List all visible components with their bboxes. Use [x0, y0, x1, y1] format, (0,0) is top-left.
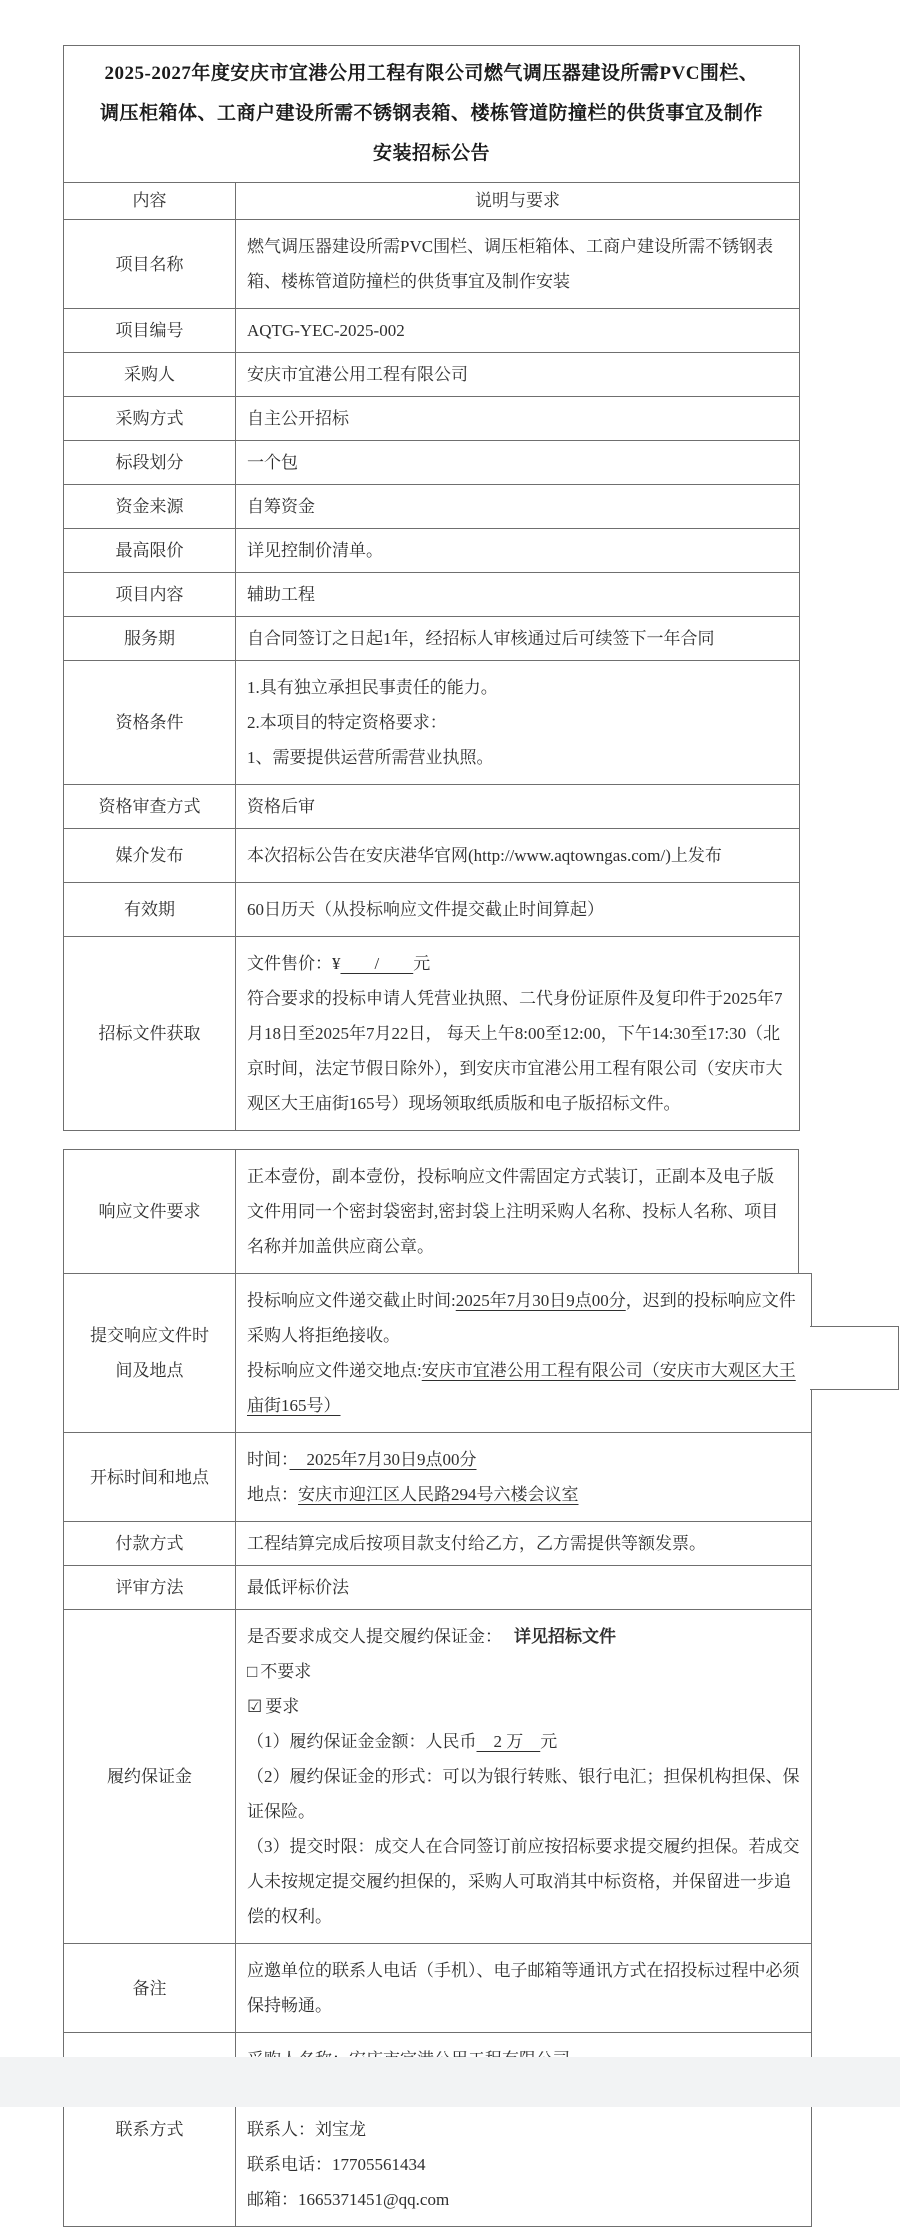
row-value: 一个包: [247, 453, 298, 472]
row-label: 付款方式: [64, 1522, 236, 1565]
deadline-value: 2025年7月30日9点00分: [455, 1291, 626, 1310]
row-label: 标段划分: [64, 441, 236, 484]
row-value: 最低评标价法: [247, 1578, 349, 1597]
bond-amount-line: （1）履约保证金金额：人民币 2 万 元: [247, 1732, 558, 1751]
table-row-payment-method: [63, 1521, 812, 1566]
table-row-submission-time-place: [63, 1273, 812, 1433]
tender-notice-document: [63, 45, 812, 2227]
qualification-line: 2.本项目的特定资格要求：: [247, 713, 447, 732]
tender-info-table: [63, 45, 800, 1131]
row-label: 项目编号: [64, 309, 236, 352]
row-label: 资格条件: [64, 661, 236, 784]
row-label: 有效期: [64, 883, 236, 936]
row-value: 应邀单位的联系人电话（手机）、电子邮箱等通讯方式在招投标过程中必须保持畅通。: [247, 1961, 800, 2015]
row-value: 资格后审: [247, 797, 315, 816]
table-row-remarks: [63, 1943, 812, 2033]
bond-form-line: （2）履约保证金的形式：可以为银行转账、银行电汇；担保机构担保、保证保险。: [247, 1767, 800, 1821]
checkbox-unchecked-icon: □: [247, 1662, 258, 1681]
bid-opening-time-line: 时间： 2025年7月30日9点00分: [247, 1450, 477, 1469]
row-value: 辅助工程: [247, 585, 315, 604]
row-label: 提交响应文件时间及地点: [64, 1274, 236, 1432]
row-value: 自主公开招标: [247, 409, 349, 428]
table-row-qualification-review: [63, 784, 800, 829]
table-row-document-acquisition: [63, 936, 800, 1131]
row-value: 60日历天（从投标响应文件提交截止时间算起）: [247, 900, 604, 919]
row-label: 备注: [64, 1944, 236, 2032]
row-label: 评审方法: [64, 1566, 236, 1609]
row-label: 响应文件要求: [64, 1150, 236, 1273]
row-value: [236, 937, 799, 1130]
row-label: 最高限价: [64, 529, 236, 572]
bond-amount-value: 2 万: [476, 1732, 541, 1751]
document-acquisition-text: 符合要求的投标申请人凭营业执照、二代身份证原件及复印件于2025年7月18日至2025年7月22日， 每天上午8:00至12:00，下午14:30至17:30（北京时间，法定节假日除外），到安庆市宜港公用工程有限公司（安庆市大观区大王庙街165号）现场领取纸质版和电子版招标文件。: [247, 989, 783, 1113]
bid-opening-time: 2025年7月30日9点00分: [289, 1450, 477, 1469]
table-header-row: [63, 182, 800, 220]
row-value: 自合同签订之日起1年，经招标人审核通过后可续签下一年合同: [247, 629, 715, 648]
page-title: 2025-2027年度安庆市宜港公用工程有限公司燃气调压器建设所需PVC围栏、调压柜箱体、工商户建设所需不锈钢表箱、楼栋管道防撞栏的供货事宜及制作安装招标公告: [99, 63, 763, 164]
document-price-line: 文件售价：¥ / 元: [247, 954, 431, 973]
row-label: 服务期: [64, 617, 236, 660]
bid-opening-place: 安庆市迎江区人民路294号六楼会议室: [298, 1485, 579, 1504]
page-bottom-margin: [0, 2057, 900, 2107]
submission-deadline-line: 投标响应文件递交截止时间:2025年7月30日9点00分，迟到的投标响应文件采购人将拒绝接收。: [247, 1291, 796, 1345]
bid-opening-place-line: 地点：安庆市迎江区人民路294号六楼会议室: [247, 1485, 579, 1504]
row-label: 采购方式: [64, 397, 236, 440]
row-label: 采购人: [64, 353, 236, 396]
title-row: [63, 45, 800, 183]
column-header-content: 内容: [64, 183, 236, 219]
bond-option-yes-line: ☑ 要求: [247, 1697, 300, 1716]
row-label: 招标文件获取: [64, 937, 236, 1130]
table-row-validity-period: [63, 882, 800, 937]
table-row-lot-division: [63, 440, 800, 485]
table-row-procurement-method: [63, 396, 800, 441]
row-value: 自筹资金: [247, 497, 315, 516]
table-row-price-ceiling: [63, 528, 800, 573]
row-value: 本次招标公告在安庆港华官网(http://www.aqtowngas.com/)上发布: [247, 846, 722, 865]
row-label: 项目名称: [64, 220, 236, 308]
table-row-qualification: [63, 660, 800, 785]
row-label: 资金来源: [64, 485, 236, 528]
bond-deadline-line: （3）提交时限：成交人在合同签订前应按招标要求提交履约担保。若成交人未按规定提交履约担保的，采购人可取消其中标资格，并保留进一步追偿的权利。: [247, 1837, 800, 1926]
qualification-line: 1、需要提供运营所需营业执照。: [247, 748, 494, 767]
row-value: AQTG-YEC-2025-002: [247, 321, 405, 340]
row-label: 媒介发布: [64, 829, 236, 882]
table-row-response-doc-requirements: [63, 1149, 799, 1274]
bond-question-line: 是否要求成交人提交履约保证金： 详见招标文件: [247, 1627, 616, 1646]
row-value: [236, 661, 799, 784]
cell-extension-outline: [810, 1326, 899, 1390]
row-label: 开标时间和地点: [64, 1433, 236, 1521]
qualification-line: 1.具有独立承担民事责任的能力。: [247, 678, 498, 697]
row-value: 燃气调压器建设所需PVC围栏、调压柜箱体、工商户建设所需不锈钢表箱、楼栋管道防撞栏的供货事宜及制作安装: [247, 237, 774, 291]
row-value: [236, 1274, 811, 1432]
row-value: 安庆市宜港公用工程有限公司: [247, 365, 468, 384]
bond-question-answer: 详见招标文件: [514, 1627, 616, 1646]
table-row-project-content: [63, 572, 800, 617]
row-label: 联系方式: [64, 2033, 236, 2226]
blank-underline: /: [340, 954, 414, 973]
row-label: 项目内容: [64, 573, 236, 616]
contact-email: 邮箱：1665371451@qq.com: [247, 2190, 450, 2209]
table-row-bid-opening: [63, 1432, 812, 1522]
row-value: [236, 1433, 811, 1521]
column-header-description: 说明与要求: [475, 191, 560, 210]
place-value: 安庆市宜港公用工程有限公司（安庆市大观区大王庙街165号）: [247, 1361, 796, 1415]
table-row-funding-source: [63, 484, 800, 529]
row-value: 工程结算完成后按项目款支付给乙方，乙方需提供等额发票。: [247, 1534, 706, 1553]
row-value: 详见控制价清单。: [247, 541, 383, 560]
table-row-project-number: [63, 308, 800, 353]
checkbox-checked-icon: ☑: [247, 1697, 263, 1716]
table-row-purchaser: [63, 352, 800, 397]
row-label: 资格审查方式: [64, 785, 236, 828]
contact-person: 联系人：刘宝龙: [247, 2120, 366, 2139]
contact-phone: 联系电话：17705561434: [247, 2155, 426, 2174]
row-label: 履约保证金: [64, 1610, 236, 1943]
bond-option-no-line: □ 不要求: [247, 1662, 312, 1681]
table-row-media-publication: [63, 828, 800, 883]
submission-place-line: 投标响应文件递交地点:安庆市宜港公用工程有限公司（安庆市大观区大王庙街165号）: [247, 1361, 796, 1415]
table-row-service-period: [63, 616, 800, 661]
table-row-evaluation-method: [63, 1565, 812, 1610]
row-value: 正本壹份，副本壹份，投标响应文件需固定方式装订，正副本及电子版文件用同一个密封袋密封,密封袋上注明采购人名称、投标人名称、项目名称并加盖供应商公章。: [247, 1167, 779, 1256]
table-row-project-name: [63, 219, 800, 309]
table-row-performance-bond: [63, 1609, 812, 1944]
row-value: [236, 1610, 811, 1943]
